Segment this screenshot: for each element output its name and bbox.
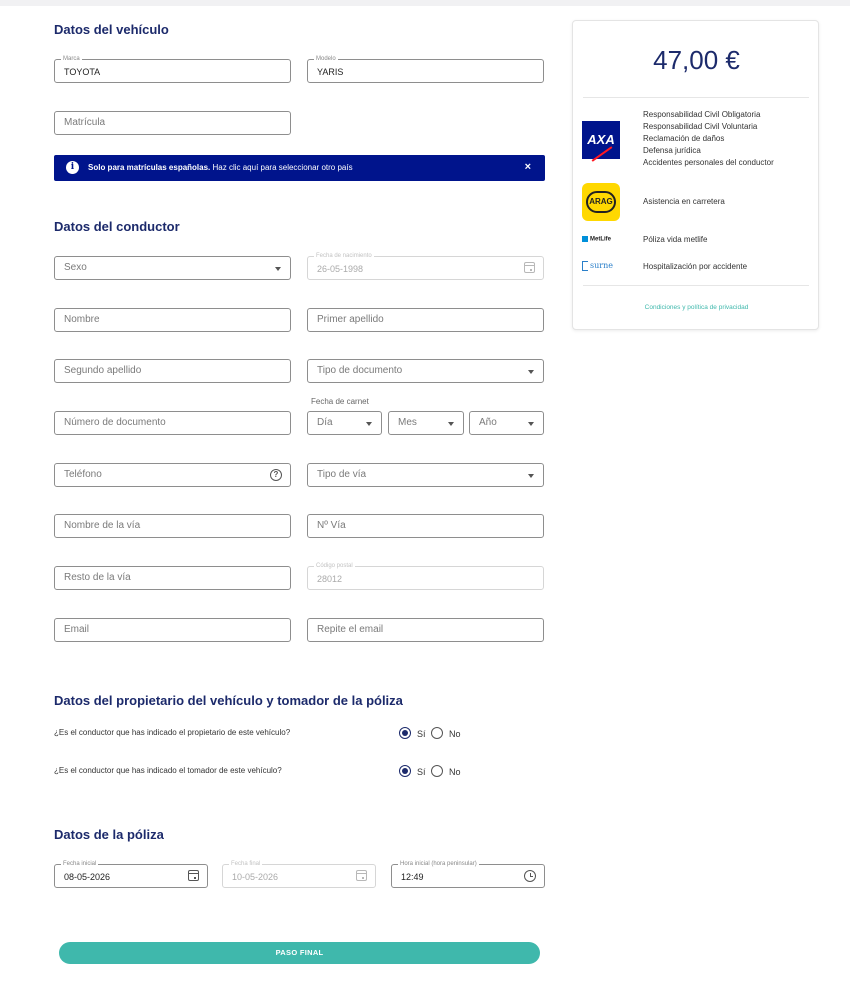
policyholder-yes-radio[interactable]: [399, 765, 411, 777]
price-summary-card: [572, 20, 819, 330]
nombre-via-placeholder: Nombre de la vía: [64, 520, 141, 531]
arag-logo-text: ARAG: [586, 191, 616, 213]
telefono-placeholder: Teléfono: [64, 469, 102, 480]
carnet-mes-select[interactable]: [388, 411, 464, 435]
chevron-down-icon: [448, 422, 454, 426]
numero-documento-input[interactable]: [54, 411, 291, 435]
carnet-anio-placeholder: Año: [479, 417, 497, 428]
axa-coverage-4: Defensa jurídica: [643, 146, 701, 155]
resto-via-placeholder: Resto de la vía: [64, 572, 131, 583]
carnet-mes-placeholder: Mes: [398, 417, 417, 428]
tipo-documento-select[interactable]: [307, 359, 544, 383]
chevron-down-icon: [528, 474, 534, 478]
calendar-icon[interactable]: [188, 870, 199, 881]
info-icon: i: [66, 161, 79, 174]
matricula-placeholder: Matrícula: [64, 117, 106, 128]
axa-coverage-2: Responsabilidad Civil Voluntaria: [643, 122, 758, 131]
surne-logo: surne: [582, 261, 613, 271]
nombre-placeholder: Nombre: [64, 314, 100, 325]
numero-via-input[interactable]: [307, 514, 544, 538]
sexo-placeholder: Sexo: [64, 262, 87, 273]
codigo-postal-label: Código postal: [316, 563, 353, 569]
owner-yes-radio[interactable]: [399, 727, 411, 739]
nombre-via-input[interactable]: [54, 514, 291, 538]
codigo-postal-field: [307, 563, 544, 590]
chevron-down-icon: [528, 422, 534, 426]
chevron-down-icon: [366, 422, 372, 426]
fecha-carnet-label: Fecha de carnet: [311, 397, 369, 406]
conditions-privacy-link[interactable]: Condiciones y política de privacidad: [644, 304, 749, 311]
owner-no-radio[interactable]: [431, 727, 443, 739]
divider: [583, 97, 809, 98]
vehicle-section-title: Datos del vehículo: [54, 22, 169, 37]
codigo-postal-value: 28012: [317, 574, 343, 584]
policyholder-yes-label[interactable]: Sí: [417, 767, 426, 777]
axa-coverage-3: Reclamación de daños: [643, 134, 725, 143]
hora-inicial-field[interactable]: [391, 861, 545, 888]
hora-inicial-label: Hora inicial (hora peninsular): [400, 861, 477, 867]
owner-no-label[interactable]: No: [449, 729, 461, 739]
fecha-inicial-label: Fecha inicial: [63, 861, 97, 867]
total-price: 47,00 €: [653, 45, 740, 75]
clock-icon[interactable]: [524, 870, 536, 882]
help-icon[interactable]: ?: [270, 469, 282, 481]
close-icon[interactable]: ×: [524, 161, 531, 173]
owner-question: ¿Es el conductor que has indicado el propietario de este vehículo?: [54, 728, 291, 737]
carnet-dia-placeholder: Día: [317, 417, 333, 428]
plate-info-bold: Solo para matrículas españolas.: [88, 163, 211, 172]
marca-field[interactable]: [54, 56, 291, 83]
segundo-apellido-placeholder: Segundo apellido: [64, 365, 142, 376]
carnet-anio-select[interactable]: [469, 411, 544, 435]
nombre-input[interactable]: [54, 308, 291, 332]
final-step-button[interactable]: PASO FINAL: [59, 942, 540, 964]
fecha-nacimiento-field: [307, 253, 544, 280]
chevron-down-icon: [275, 267, 281, 271]
repite-email-input[interactable]: [307, 618, 544, 642]
primer-apellido-input[interactable]: [307, 308, 544, 332]
chevron-down-icon: [528, 370, 534, 374]
matricula-input[interactable]: [54, 111, 291, 135]
plate-info-banner[interactable]: [54, 155, 545, 181]
policyholder-question: ¿Es el conductor que has indicado el tomador de este vehículo?: [54, 766, 282, 775]
surne-coverage: Hospitalización por accidente: [643, 262, 748, 271]
email-placeholder: Email: [64, 624, 90, 635]
hora-inicial-value: 12:49: [401, 872, 424, 882]
primer-apellido-placeholder: Primer apellido: [317, 314, 384, 325]
policy-section-title: Datos de la póliza: [54, 827, 164, 842]
divider: [583, 285, 809, 286]
segundo-apellido-input[interactable]: [54, 359, 291, 383]
fecha-final-label: Fecha final: [231, 861, 261, 867]
tipo-documento-placeholder: Tipo de documento: [317, 365, 403, 376]
calendar-icon: [356, 870, 367, 881]
fecha-nacimiento-label: Fecha de nacimiento: [316, 253, 372, 259]
fecha-nacimiento-value: 26-05-1998: [317, 264, 364, 274]
axa-coverage-5: Accidentes personales del conductor: [643, 158, 774, 167]
fecha-final-field: [222, 861, 376, 888]
repite-email-placeholder: Repite el email: [317, 624, 384, 635]
metlife-logo: MetLife: [582, 236, 611, 243]
fecha-inicial-value: 08-05-2026: [64, 872, 111, 882]
driver-section-title: Datos del conductor: [54, 219, 180, 234]
arag-logo: [582, 183, 620, 221]
fecha-inicial-field[interactable]: [54, 861, 208, 888]
calendar-icon: [524, 262, 535, 273]
tipo-via-select[interactable]: [307, 463, 544, 487]
marca-value: TOYOTA: [64, 67, 101, 77]
carnet-dia-select[interactable]: [307, 411, 382, 435]
resto-via-input[interactable]: [54, 566, 291, 590]
sexo-select[interactable]: [54, 256, 291, 280]
axa-logo: AXA: [582, 121, 620, 159]
metlife-coverage: Póliza vida metlife: [643, 235, 708, 244]
owner-section-title: Datos del propietario del vehículo y tomador de la póliza: [54, 693, 403, 708]
plate-info-link[interactable]: Haz clic aquí para seleccionar otro país: [210, 163, 353, 172]
telefono-input[interactable]: [54, 463, 291, 487]
modelo-value: YARIS: [317, 67, 344, 77]
modelo-field[interactable]: [307, 56, 544, 83]
policyholder-no-radio[interactable]: [431, 765, 443, 777]
numero-documento-placeholder: Número de documento: [64, 417, 166, 428]
axa-coverage-1: Responsabilidad Civil Obligatoria: [643, 110, 761, 119]
email-input[interactable]: [54, 618, 291, 642]
arag-coverage: Asistencia en carretera: [643, 197, 725, 206]
modelo-label: Modelo: [316, 56, 336, 62]
owner-yes-label[interactable]: Sí: [417, 729, 426, 739]
top-bar: [0, 0, 850, 6]
policyholder-no-label[interactable]: No: [449, 767, 461, 777]
marca-label: Marca: [63, 56, 80, 62]
plate-info-message: [88, 163, 353, 172]
numero-via-placeholder: Nº Vía: [317, 520, 346, 531]
fecha-final-value: 10-05-2026: [232, 872, 279, 882]
tipo-via-placeholder: Tipo de vía: [317, 469, 367, 480]
